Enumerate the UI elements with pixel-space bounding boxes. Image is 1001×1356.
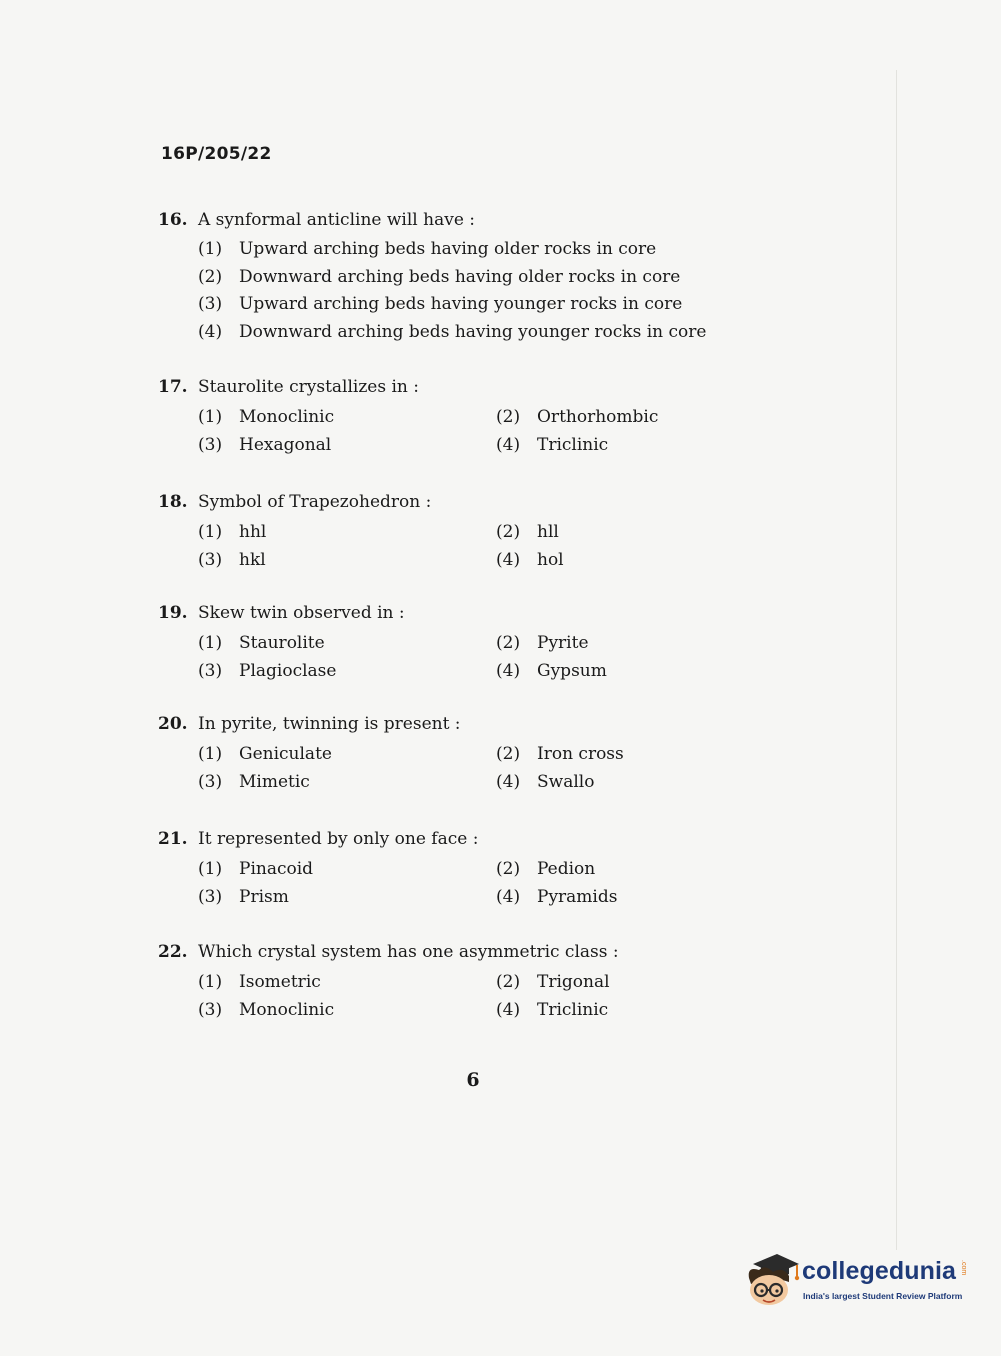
option-2 [496,404,756,430]
question-18 [158,490,778,573]
option-text: Hexagonal [239,435,332,455]
option-2 [496,630,756,656]
question-text: Which crystal system has one asymmetric class : [198,942,619,962]
option-3 [198,884,496,910]
option-number: (3) [198,550,223,570]
option-text: Pyramids [537,887,618,907]
option-number: (1) [198,239,223,259]
option-3 [198,291,778,319]
option-number: (1) [198,744,223,764]
option-3 [198,997,496,1023]
option-text: Pinacoid [239,859,314,879]
option-number: (4) [198,321,223,342]
option-number: (2) [496,972,521,992]
option-number: (1) [198,522,223,542]
option-1 [198,236,778,264]
option-3 [198,547,496,573]
question-stem [158,827,778,851]
option-number: (3) [198,294,223,314]
question-stem [158,490,778,514]
option-text: Geniculate [239,744,332,764]
option-number: (4) [496,772,521,792]
option-text: Iron cross [537,744,624,764]
option-4 [496,658,756,684]
option-4 [496,547,756,573]
option-number: (4) [496,435,521,455]
question-17 [158,375,778,458]
page-number: 6 [466,1069,480,1091]
question-number: 16. [158,210,188,230]
options-grid [158,741,778,795]
option-4 [496,997,756,1023]
option-1 [198,856,496,882]
logo-wordmark: collegedunia [802,1257,957,1285]
option-number: (3) [198,1000,223,1020]
options-grid [158,519,778,573]
option-1 [198,519,496,545]
option-text: Upward arching beds having younger rocks in core [239,294,683,314]
question-stem [158,601,778,625]
option-number: (3) [198,887,223,907]
question-number: 18. [158,492,188,512]
option-number: (1) [198,859,223,879]
option-text: hol [537,550,564,570]
option-number: (2) [496,407,521,427]
option-1 [198,404,496,430]
option-text: Plagioclase [239,661,337,681]
question-stem [158,208,778,232]
option-text: Prism [239,887,289,907]
option-number: (3) [198,661,223,681]
question-text: In pyrite, twinning is present : [198,714,461,734]
option-number: (2) [198,266,223,287]
option-text: Orthorhombic [537,407,659,427]
option-text: Pyrite [537,633,589,653]
option-1 [198,969,496,995]
option-number: (3) [198,435,223,455]
option-text: Downward arching beds having older rocks in core [239,266,681,287]
option-text: Pedion [537,859,596,879]
option-number: (4) [496,1000,521,1020]
option-text: Triclinic [537,1000,609,1020]
question-stem [158,940,778,964]
options-grid [158,630,778,684]
option-number: (2) [496,744,521,764]
option-text: Monoclinic [239,407,335,427]
option-text: Triclinic [537,435,609,455]
option-number: (1) [198,633,223,653]
option-text: hhl [239,522,267,542]
graduate-mascot-icon [743,1250,801,1308]
option-text: Monoclinic [239,1000,335,1020]
option-1 [198,630,496,656]
paper-code: 16P/205/22 [161,144,272,164]
option-2 [496,969,756,995]
option-text: Upward arching beds having older rocks in core [239,239,657,259]
question-number: 22. [158,942,188,962]
option-1 [198,741,496,767]
options-grid [158,856,778,910]
question-19 [158,601,778,684]
option-4 [496,432,756,458]
question-text: It represented by only one face : [198,829,479,849]
option-2 [198,264,778,292]
question-21 [158,827,778,910]
option-2 [496,741,756,767]
options-grid [158,404,778,458]
option-3 [198,769,496,795]
option-4 [198,319,778,347]
question-16 [158,208,778,346]
option-number: (2) [496,859,521,879]
option-4 [496,884,756,910]
question-stem [158,375,778,399]
option-4 [496,769,756,795]
option-text: hkl [239,550,266,570]
option-text: Mimetic [239,772,310,792]
option-number: (3) [198,772,223,792]
options-list [158,236,778,346]
option-text: Isometric [239,972,321,992]
question-text: Symbol of Trapezohedron : [198,492,432,512]
logo-domain-suffix: .com [960,1260,967,1276]
logo-tagline: India's largest Student Review Platform [803,1291,963,1301]
option-text: Trigonal [537,972,610,992]
question-number: 21. [158,829,188,849]
option-number: (2) [496,633,521,653]
collegedunia-watermark [743,1250,973,1310]
option-number: (1) [198,972,223,992]
option-text: Gypsum [537,661,607,681]
option-number: (4) [496,661,521,681]
option-number: (4) [496,887,521,907]
question-text: Staurolite crystallizes in : [198,377,420,397]
option-2 [496,856,756,882]
option-text: Downward arching beds having younger rocks in core [239,321,707,342]
question-text: A synformal anticline will have : [198,210,476,230]
question-number: 20. [158,714,188,734]
option-3 [198,658,496,684]
options-grid [158,969,778,1023]
option-text: hll [537,522,559,542]
question-20 [158,712,778,795]
option-number: (4) [496,550,521,570]
option-number: (1) [198,407,223,427]
option-text: Staurolite [239,633,325,653]
question-number: 19. [158,603,188,623]
option-text: Swallo [537,772,595,792]
question-number: 17. [158,377,188,397]
option-3 [198,432,496,458]
question-text: Skew twin observed in : [198,603,405,623]
option-2 [496,519,756,545]
option-number: (2) [496,522,521,542]
question-stem [158,712,778,736]
question-22 [158,940,778,1023]
